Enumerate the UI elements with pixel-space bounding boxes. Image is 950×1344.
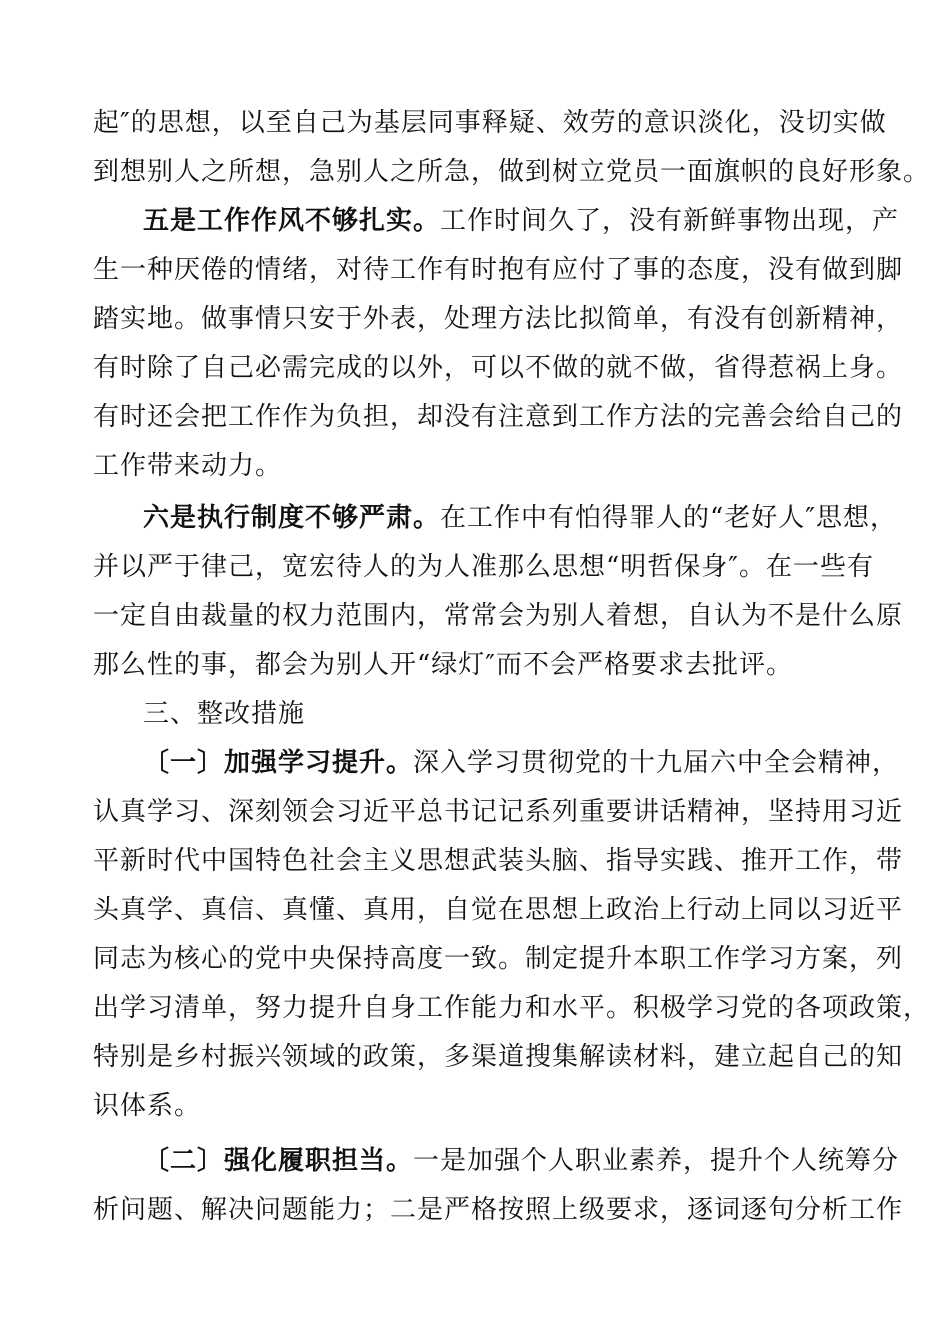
paragraph-heading-line	[143, 1146, 899, 1176]
paragraph-heading: 〔二〕强化履职担当。	[143, 1146, 414, 1176]
text-run: 在工作中有怕得罪人的“老好人″思想，	[440, 503, 898, 533]
text-line: 并以严于律己，宽宏待人的为人准那么思想“明哲保身″。在一些有	[93, 552, 875, 582]
text-line: 生一种厌倦的情绪，对待工作有时抱有应付了事的态度，没有做到脚	[93, 255, 904, 285]
paragraph-heading-line	[143, 503, 897, 533]
paragraph-heading: 〔一〕加强学习提升。	[143, 748, 414, 778]
text-line: 踏实地。做事情只安于外表，处理方法比拟简单，有没有创新精神，	[93, 304, 904, 334]
text-run: 工作时间久了，没有新鲜事物出现，产	[440, 206, 900, 236]
text-line: 出学习清单，努力提升自身工作能力和水平。积极学习党的各项政策，	[93, 993, 931, 1023]
section-heading: 三、整改措施	[143, 699, 306, 729]
text-line: 平新时代中国特色社会主义思想武装头脑、指导实践、推开工作，带	[93, 846, 904, 876]
text-line: 有时还会把工作作为负担，却没有注意到工作方法的完善会给自己的	[93, 402, 904, 432]
text-line: 识体系。	[93, 1091, 202, 1121]
text-line: 特别是乡村振兴领域的政策，多渠道搜集解读材料，建立起自己的知	[93, 1042, 904, 1072]
text-line: 到想别人之所想，急别人之所急，做到树立党员一面旗帜的良好形象。	[93, 157, 931, 187]
text-run: 深入学习贯彻党的十九届六中全会精神，	[413, 748, 900, 778]
text-line: 头真学、真信、真懂、真用，自觉在思想上政治上行动上同以习近平	[93, 895, 904, 925]
text-line: 那么性的事，都会为别人开“绿灯″而不会严格要求去批评。	[93, 650, 794, 680]
text-line: 一定自由裁量的权力范围内，常常会为别人着想，自认为不是什么原	[93, 601, 904, 631]
text-line: 有时除了自己必需完成的以外，可以不做的就不做，省得惹祸上身。	[93, 353, 904, 383]
paragraph-heading: 五是工作作风不够扎实。	[143, 206, 441, 236]
text-line: 起″的思想，以至自己为基层同事释疑、效劳的意识淡化，没切实做	[93, 108, 887, 138]
paragraph-heading: 六是执行制度不够严肃。	[143, 503, 441, 533]
paragraph-heading-line	[143, 206, 899, 236]
text-line: 析问题、解决问题能力；二是严格按照上级要求，逐词逐句分析工作	[93, 1195, 904, 1225]
text-line: 认真学习、深刻领会习近平总书记记系列重要讲话精神，坚持用习近	[93, 797, 904, 827]
text-run: 一是加强个人职业素养，提升个人统筹分	[413, 1146, 900, 1176]
paragraph-heading-line	[143, 748, 899, 778]
text-line: 同志为核心的党中央保持高度一致。制定提升本职工作学习方案，列	[93, 944, 904, 974]
text-line: 工作带来动力。	[93, 451, 283, 481]
